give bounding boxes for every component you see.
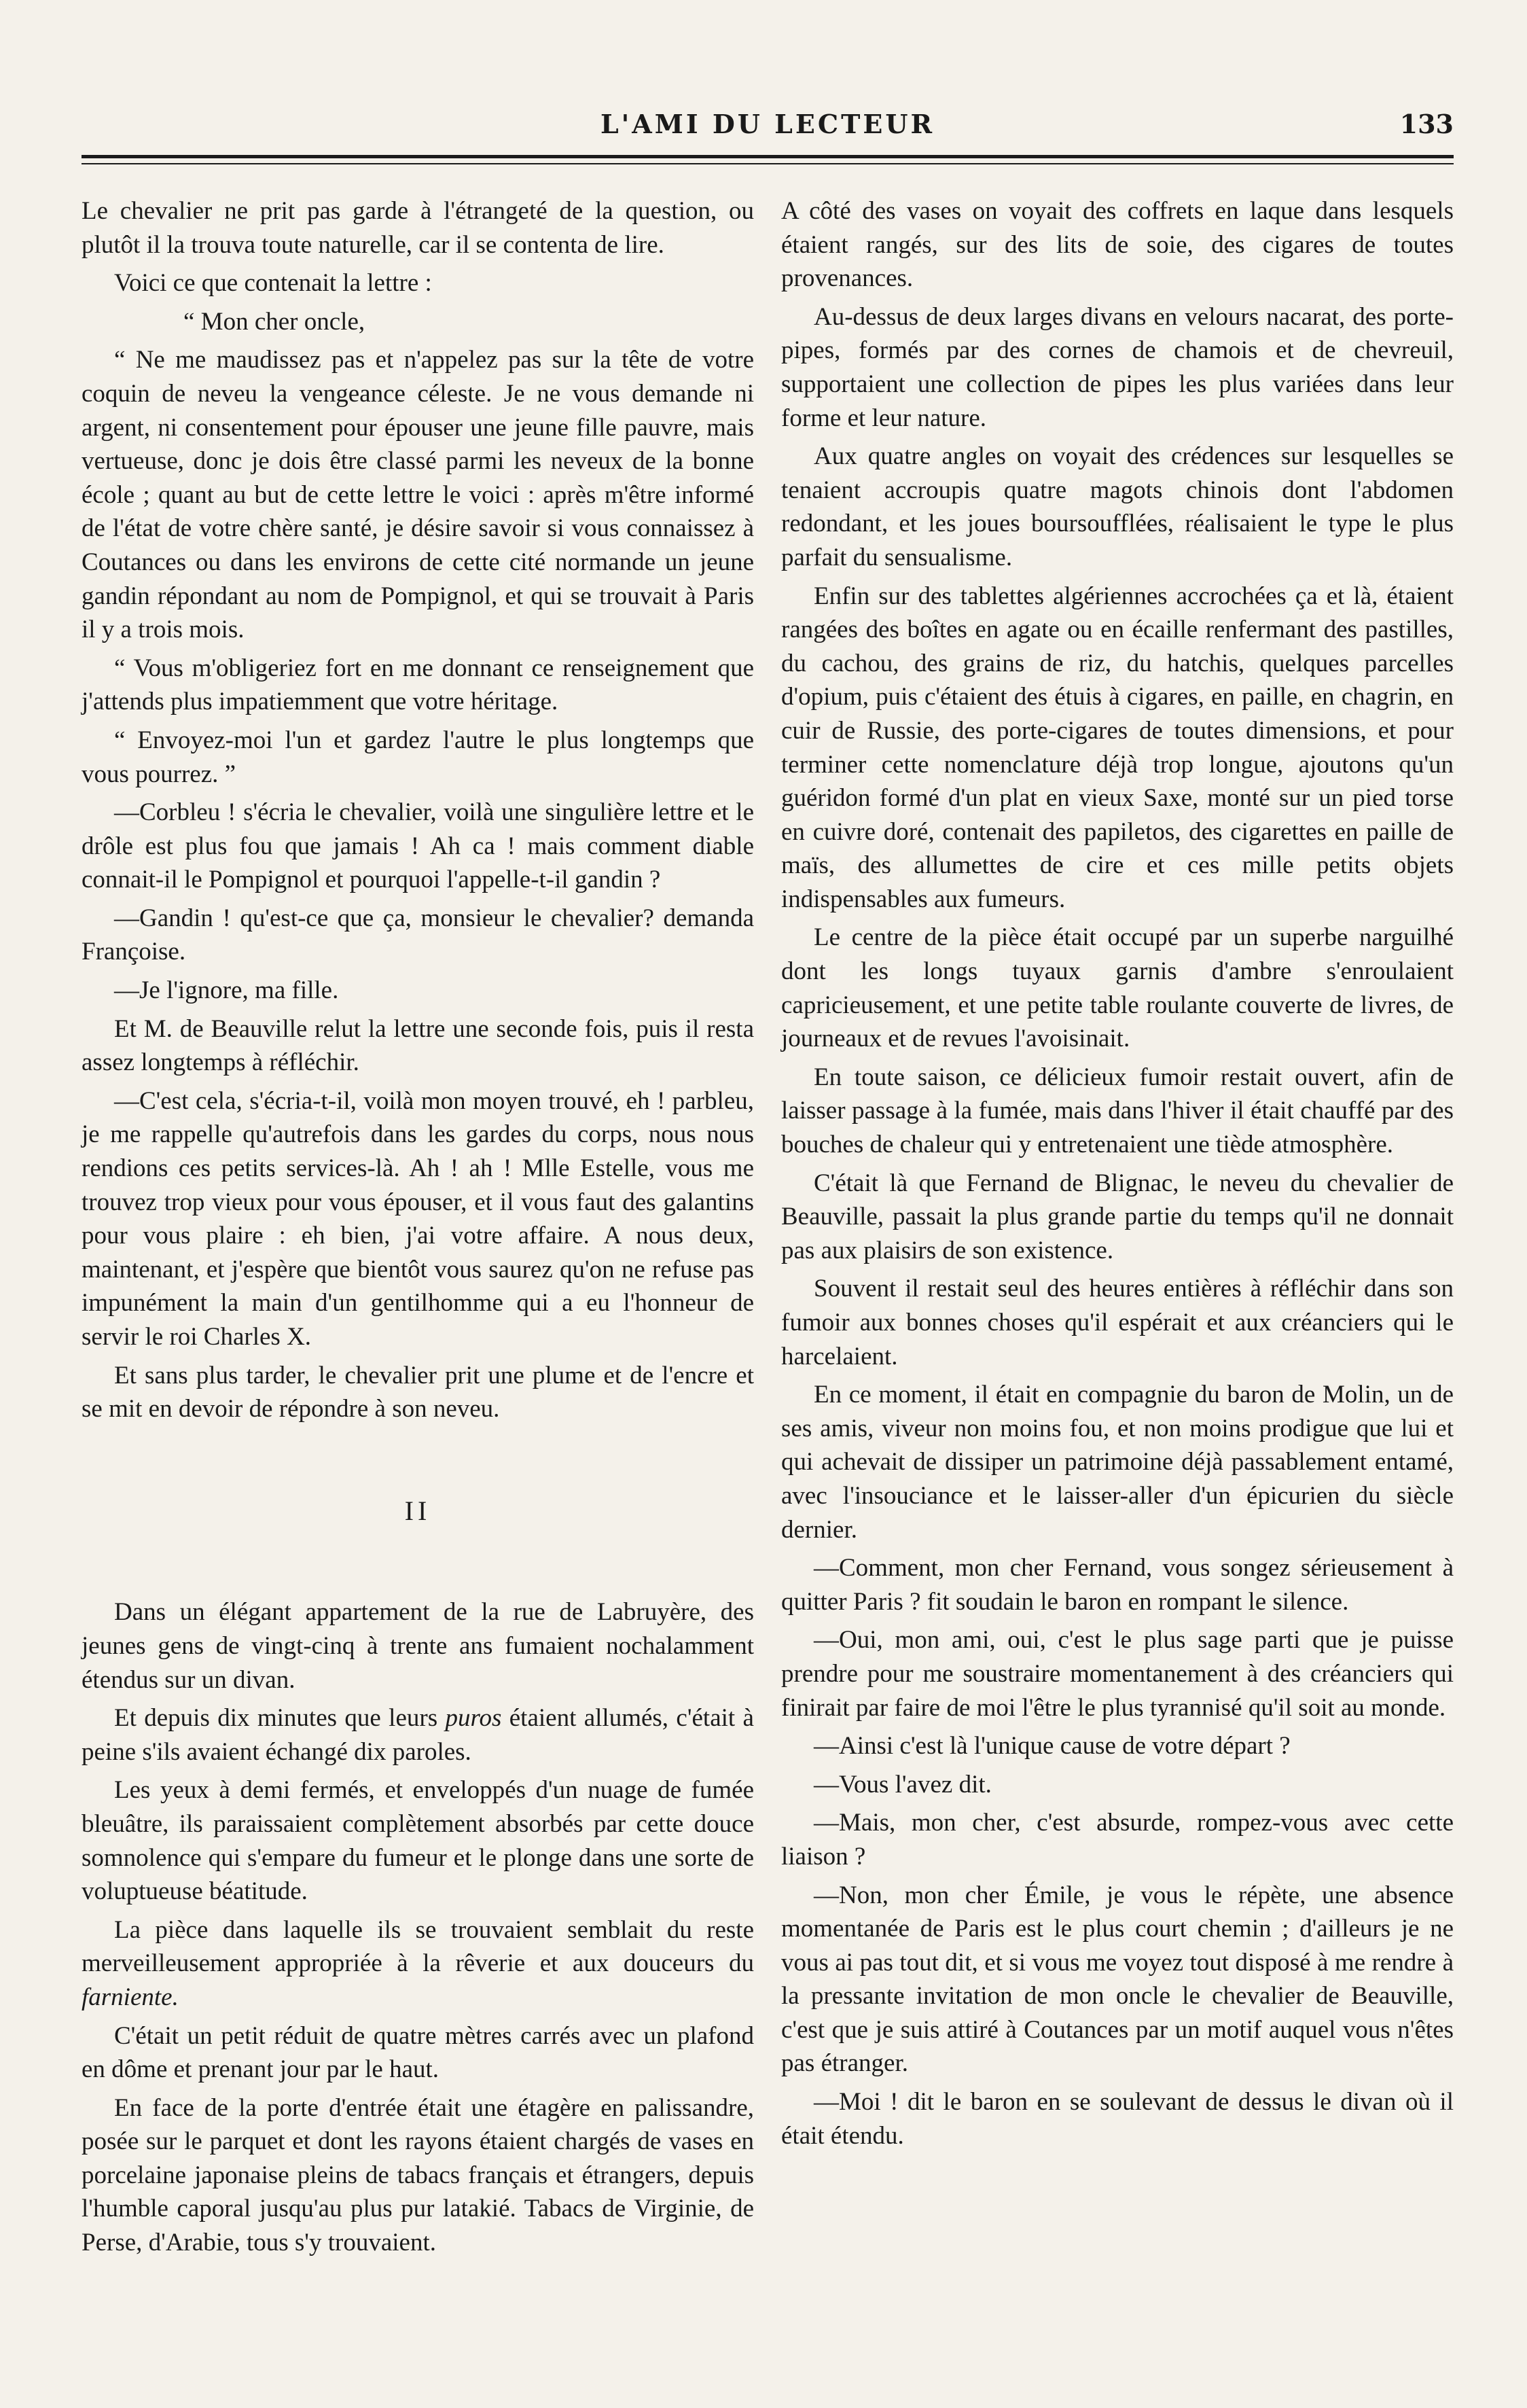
left-column (82, 194, 754, 2265)
paragraph (82, 1701, 754, 1769)
paragraph: —Mais, mon cher, c'est absurde, rompez-vous avec cette liaison ? (781, 1809, 1454, 1871)
paragraph: —C'est cela, s'écria-t-il, voilà mon moyen trouvé, eh ! parbleu, je me rappelle qu'autrefois dans les gardes du corps, nous nous rendions ces petits services-là. Ah ! ah ! Mlle Estelle, vous me trouvez trop vieux pour vous épouser, et il vous faut des galantins pour vous plaire : eh bien, j'ai votre affaire. A nous deux, maintenant, et j'espère que bientôt vous saurez qu'on ne refuse pas impunément la main d'un gentilhomme qui a eu l'honneur de servir le roi Charles X. (82, 1086, 754, 1351)
paragraph: A côté des vases on voyait des coffrets en laque dans lesquels étaient rangés, sur des lits de soie, des cigares de toutes provenances. (781, 197, 1454, 293)
paragraph: —Moi ! dit le baron en se soulevant de dessus le divan où il était étendu. (781, 2088, 1454, 2150)
paragraph: Le chevalier ne prit pas garde à l'étrangeté de la question, ou plutôt il la trouva toute naturelle, car il se contenta de lire. (82, 197, 754, 259)
paragraph: —Oui, mon ami, oui, c'est le plus sage parti que je puisse prendre pour me soustraire momentanement à des créanciers qui finirait par faire de moi l'être le plus tyrannisé qu'il soit au monde. (781, 1626, 1454, 1722)
paragraph: Voici ce que contenait la lettre : (114, 269, 432, 298)
paragraph: Le centre de la pièce était occupé par un superbe narguilhé dont les longs tuyaux garnis d'ambre s'enroulaient capricieusement, et une petite table roulante couverte de livres, de journeaux et de revues l'avoisinait. (781, 923, 1454, 1053)
paragraph: Dans un élégant appartement de la rue de Labruyère, des jeunes gens de vingt-cinq à trente ans fumaient nochalamment étendus sur un divan. (82, 1598, 754, 1694)
paragraph: Souvent il restait seul des heures entières à réfléchir dans son fumoir aux bonnes choses qu'il espérait et aux créanciers qui le harcelaient. (781, 1275, 1454, 1370)
paragraph: En toute saison, ce délicieux fumoir restait ouvert, afin de laisser passage à la fumée, mais dans l'hiver il était chauffé par des bouches de chaleur qui y entretenaient une tiède atmosphère. (781, 1063, 1454, 1159)
text-run: étaient allumés, c'était à peine s'ils avaient échangé dix paroles. (82, 1704, 754, 1766)
paragraph: —Gandin ! qu'est-ce que ça, monsieur le chevalier? demanda Françoise. (82, 904, 754, 966)
page-number: 133 (1399, 109, 1454, 139)
paragraph (82, 1913, 754, 2015)
right-column (781, 194, 1454, 2157)
running-head (82, 109, 1454, 149)
paragraph: C'était là que Fernand de Blignac, le neveu du chevalier de Beauville, passait la plus grande partie du temps qu'il ne donnait pas aux plaisirs de son existence. (781, 1169, 1454, 1264)
paragraph: Au-dessus de deux larges divans en velours nacarat, des porte-pipes, formés par des cornes de chamois et de chevreuil, supportaient une collection de pipes les plus variées dans leur forme et leur nature. (781, 302, 1454, 432)
text-run: Et depuis dix minutes que leurs (114, 1704, 446, 1733)
header-rule-thin (82, 163, 1454, 164)
paragraph: —Corbleu ! s'écria le chevalier, voilà une singulière lettre et le drôle est plus fou que jamais ! Ah ca ! mais comment diable connait-il le Pompignol et pourquoi l'appelle-t-il gandin ? (82, 798, 754, 894)
paragraph: —Vous l'avez dit. (814, 1770, 992, 1799)
section-number: II (404, 1495, 431, 1526)
header-rule-thick (82, 155, 1454, 158)
italic-word: puros (445, 1704, 502, 1733)
paragraph: Et sans plus tarder, le chevalier prit une plume et de l'encre et se mit en devoir de répondre à son neveu. (82, 1361, 754, 1423)
letter-salutation: “ Mon cher oncle, (183, 307, 365, 336)
paragraph: —Ainsi c'est là l'unique cause de votre départ ? (814, 1732, 1291, 1760)
paragraph: “ Ne me maudissez pas et n'appelez pas sur la tête de votre coquin de neveu la vengeance céleste. Je ne vous demande ni argent, ni consentement pour épouser une jeune fille pauvre, mais vertueuse, donc je dois être classé parmi les neveux de la bonne école ; quant au but de cette lettre le voici : après m'être informé de l'état de votre chère santé, je désire savoir si vous connaissez à Coutances ou dans les environs de cette cité normande un jeune gandin répondant au nom de Pompignol, et qui se trouvait à Paris il y a trois mois. (82, 346, 754, 644)
paragraph: C'était un petit réduit de quatre mètres carrés avec un plafond en dôme et prenant jour par le haut. (82, 2021, 754, 2084)
paragraph: —Comment, mon cher Fernand, vous songez sérieusement à quitter Paris ? fit soudain le baron en rompant le silence. (781, 1554, 1454, 1616)
paragraph: En ce moment, il était en compagnie du baron de Molin, un de ses amis, viveur non moins fou, et non moins prodigue que lui et qui achevait de dissiper un patrimoine déjà passablement entamé, avec l'insouciance et le laisser-aller d'un épicurien du siècle dernier. (781, 1381, 1454, 1544)
paragraph: —Je l'ignore, ma fille. (114, 976, 339, 1005)
paragraph: “ Vous m'obligeriez fort en me donnant ce renseignement que j'attends plus impatiemment que votre héritage. (82, 654, 754, 716)
paragraph: “ Envoyez-moi l'un et gardez l'autre le plus longtemps que vous pourrez. ” (82, 726, 754, 788)
paragraph: —Non, mon cher Émile, je vous le répète, une absence momentanée de Paris est le plus court chemin ; d'ailleurs je ne vous ai pas tout dit, et si vous me voyez tout disposé à me rendre à la pressante invitation de mon oncle le chevalier de Beauville, c'est que je suis attiré à Coutances par un motif auquel vous n'êtes pas étranger. (781, 1881, 1454, 2078)
running-title: L'AMI DU LECTEUR (600, 109, 935, 139)
paragraph: Et M. de Beauville relut la lettre une seconde fois, puis il resta assez longtemps à réfléchir. (82, 1014, 754, 1077)
paragraph: Aux quatre angles on voyait des crédences sur lesquelles se tenaient accroupis quatre magots chinois dont l'abdomen redondant, et les joues boursoufflées, réalisaient le type le plus parfait du sensualisme. (781, 442, 1454, 571)
text-run: La pièce dans laquelle ils se trouvaient semblait du reste merveilleusement appropriée à la rêverie et aux douceurs du (82, 1915, 754, 1978)
italic-word: farniente. (82, 1983, 179, 2011)
paragraph: En face de la porte d'entrée était une étagère en palissandre, posée sur le parquet et dont les rayons étaient chargés de vases en porcelaine japonaise pleins de tabacs français et étrangers, depuis l'humble caporal jusqu'au plus pur latakié. Tabacs de Virginie, de Perse, d'Arabie, tous s'y trouvaient. (82, 2093, 754, 2257)
paragraph: Enfin sur des tablettes algériennes accrochées ça et là, étaient rangées des boîtes en agate ou en écaille renfermant des pastilles, du cachou, des grains de riz, du hatchis, quelques parcelles d'opium, puis c'étaient des étuis à cigares, en paille, en chagrin, en cuir de Russie, des porte-cigares de toutes dimensions, et pour terminer cette nomenclature déjà trop longue, ajoutons qu'un guéridon formé d'un plat en vieux Saxe, monté sur un pied torse en cuivre doré, contenait des papiletos, des cigarettes en paille de maïs, des allumettes de cire et ces mille petits objets indispensables aux fumeurs. (781, 582, 1454, 913)
paragraph: Les yeux à demi fermés, et enveloppés d'un nuage de fumée bleuâtre, ils paraissaient complètement absorbés par cette douce somnolence qui s'empare du fumeur et le plonge dans une sorte de voluptueuse béatitude. (82, 1776, 754, 1906)
